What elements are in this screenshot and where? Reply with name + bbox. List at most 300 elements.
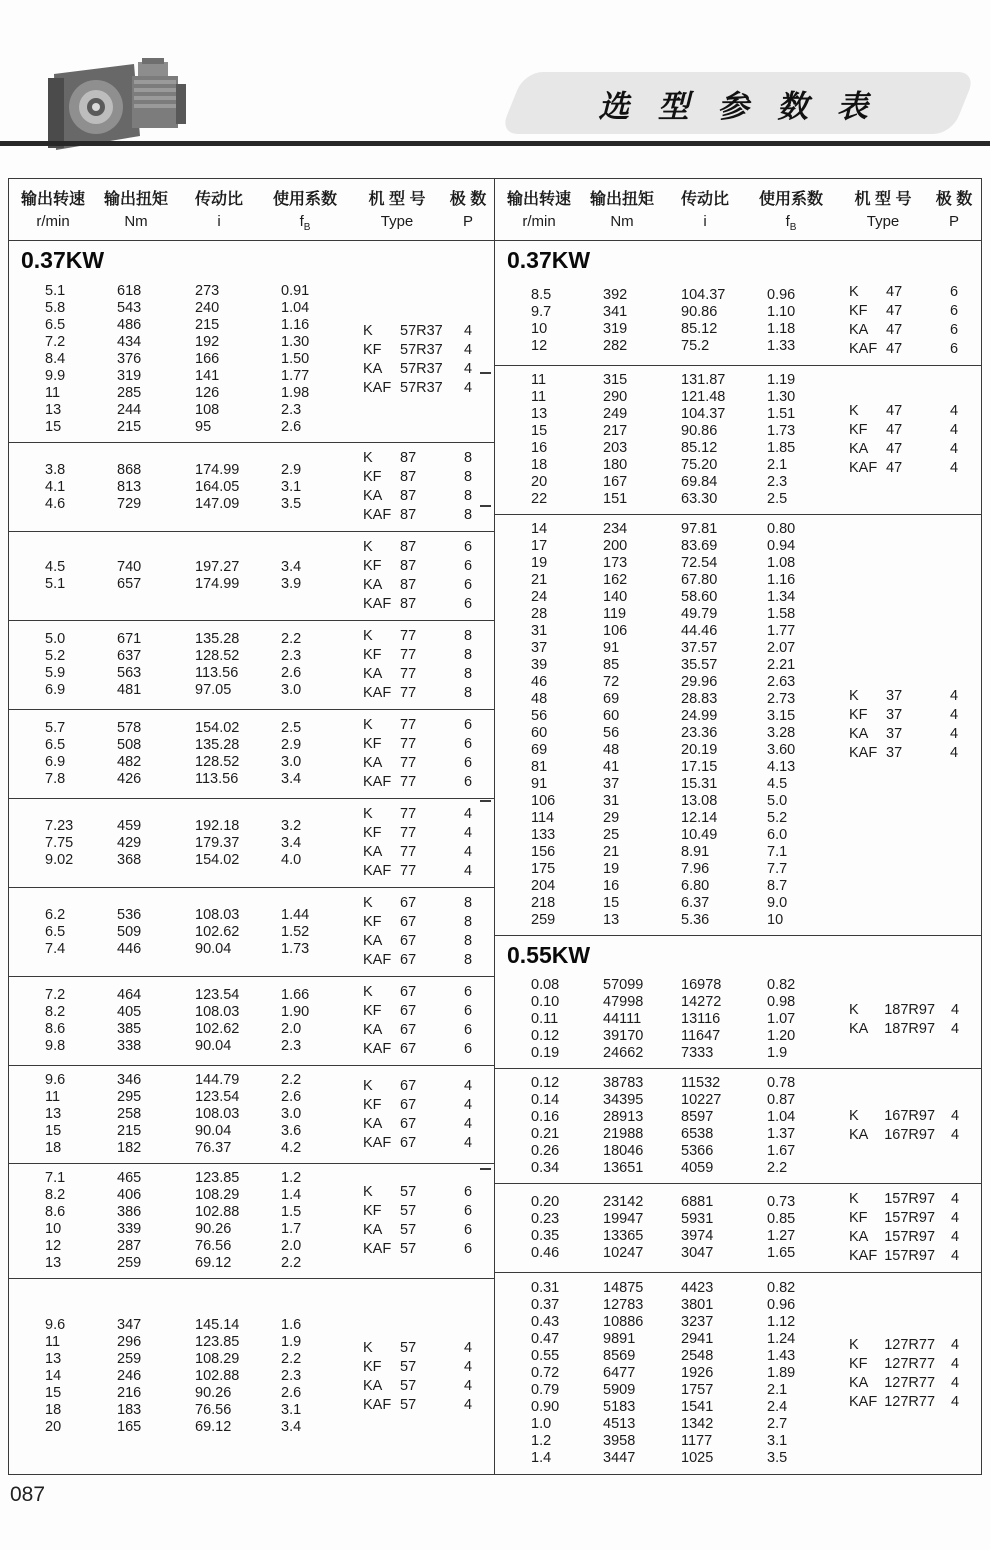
cell-value: 151 <box>603 491 628 507</box>
cell-value: 1.44 <box>281 906 310 923</box>
cell-value: 0.96 <box>767 287 796 303</box>
table-row <box>9 720 347 737</box>
type-prefix: K <box>849 284 859 300</box>
type-model: 67 <box>400 1041 417 1057</box>
cell-value: 24.99 <box>681 708 718 724</box>
cell-value: 5909 <box>603 1382 636 1398</box>
rating-group <box>9 709 494 798</box>
cell-value: 123.54 <box>195 1089 240 1105</box>
col-unit: $f_B$ <box>299 213 311 233</box>
pole-count: 4 <box>463 341 473 358</box>
pole-count: 4 <box>949 726 959 742</box>
type-prefix: KAF <box>849 460 878 476</box>
cell-value: 338 <box>117 1038 142 1054</box>
cell-value: 18 <box>45 1402 62 1418</box>
cell-value: 3801 <box>681 1297 714 1313</box>
type-row <box>833 1107 975 1126</box>
rating-group <box>495 365 981 514</box>
type-model: 77 <box>400 736 417 752</box>
pole-count: 6 <box>949 303 959 319</box>
group-data <box>495 521 833 929</box>
group-data <box>495 977 833 1062</box>
type-model: 77 <box>400 628 417 644</box>
cell-value: 90.26 <box>195 1221 232 1237</box>
type-prefix: KA <box>363 1377 383 1394</box>
cell-value: 72.54 <box>681 555 718 571</box>
type-prefix: K <box>849 688 859 704</box>
cell-value: 8.4 <box>45 351 66 367</box>
table-row <box>9 987 347 1004</box>
table-row <box>9 941 347 958</box>
cell-value: 637 <box>117 648 142 664</box>
cell-value: 2.0 <box>281 1021 302 1037</box>
group-data <box>495 1075 833 1177</box>
cell-value: 249 <box>603 406 628 422</box>
cell-value: 6.5 <box>45 317 66 333</box>
cell-value: 426 <box>117 771 142 787</box>
header-unit-row <box>495 213 981 233</box>
cell-value: 16 <box>603 878 620 894</box>
cell-value: 85.12 <box>681 321 718 337</box>
cell-value: 9891 <box>603 1331 636 1347</box>
type-prefix: KAF <box>363 774 392 790</box>
cell-value: 1.73 <box>281 940 310 957</box>
type-prefix: KAF <box>849 341 878 357</box>
type-row <box>833 440 975 459</box>
cell-value: 2.3 <box>281 1038 302 1054</box>
cell-value: 386 <box>117 1204 142 1220</box>
cell-value: 5.9 <box>45 665 66 681</box>
type-row <box>347 1221 489 1240</box>
cell-value: 167 <box>603 474 628 490</box>
cell-value: 315 <box>603 372 628 388</box>
type-model: 67 <box>400 1115 417 1132</box>
type-row <box>347 1002 489 1021</box>
cell-value: 5.36 <box>681 912 710 928</box>
type-prefix: KF <box>363 558 382 574</box>
pole-count: 4 <box>949 441 959 457</box>
pole-count: 4 <box>950 1127 960 1143</box>
cell-value: 8597 <box>681 1109 714 1125</box>
type-prefix: KA <box>849 322 869 338</box>
rating-group <box>495 1068 981 1183</box>
type-model: 67 <box>400 952 417 968</box>
table-row <box>495 861 833 878</box>
type-row <box>347 360 489 379</box>
cell-value: 145.14 <box>195 1317 240 1333</box>
pole-count: 4 <box>463 863 473 879</box>
cell-value: 406 <box>117 1187 142 1203</box>
cell-value: 91 <box>531 776 548 792</box>
group-data <box>9 1285 347 1468</box>
cell-value: 108 <box>195 402 220 418</box>
type-row <box>833 1190 975 1209</box>
cell-value: 1926 <box>681 1365 714 1381</box>
cell-value: 31 <box>531 623 548 639</box>
cell-value: 28 <box>531 606 548 622</box>
cell-value: 508 <box>117 737 142 753</box>
type-prefix: KAF <box>363 596 392 612</box>
type-row <box>833 1336 975 1355</box>
cell-value: 58.60 <box>681 589 718 605</box>
pole-count: 4 <box>463 1115 473 1132</box>
cell-value: 1.19 <box>767 372 796 388</box>
pole-count: 8 <box>463 666 473 682</box>
cell-value: 0.72 <box>531 1365 560 1381</box>
cell-value: 2.1 <box>767 1382 788 1398</box>
pole-count: 8 <box>463 450 473 466</box>
cell-value: 3.0 <box>281 754 302 770</box>
cell-value: 2.9 <box>281 737 302 753</box>
rating-group <box>9 531 494 620</box>
cell-value: 563 <box>117 665 142 681</box>
cell-value: 85.12 <box>681 440 718 456</box>
group-types <box>347 805 489 881</box>
cell-value: 1.0 <box>531 1416 552 1432</box>
type-row <box>347 1396 489 1415</box>
type-prefix: KAF <box>363 1041 392 1057</box>
table-row <box>9 385 347 402</box>
type-prefix: KF <box>363 914 382 930</box>
cell-value: 9.8 <box>45 1038 66 1054</box>
cell-value: 108.29 <box>195 1351 240 1367</box>
type-model: 127R77 <box>884 1336 936 1353</box>
type-model: 57R37 <box>400 360 443 377</box>
cell-value: 2.9 <box>281 461 302 478</box>
page-title: 选 型 参 数 表 <box>598 88 878 124</box>
cell-value: 0.08 <box>531 977 560 993</box>
type-row <box>833 302 975 321</box>
table-row <box>495 389 833 406</box>
cell-value: 108.03 <box>195 906 240 923</box>
table-row <box>9 1021 347 1038</box>
cell-value: 113.56 <box>195 665 239 681</box>
cell-value: 41 <box>603 759 620 775</box>
type-row <box>833 1355 975 1374</box>
cell-value: 1.66 <box>281 987 310 1003</box>
cell-value: 2.4 <box>767 1399 788 1415</box>
cell-value: 319 <box>603 321 628 337</box>
cell-value: 2.07 <box>767 640 796 656</box>
cell-value: 182 <box>117 1140 142 1156</box>
type-model: 47 <box>886 460 903 476</box>
selection-tables <box>8 178 982 1475</box>
col-unit: $f_B$ <box>785 213 797 233</box>
cell-value: 18046 <box>603 1143 644 1159</box>
cell-value: 6881 <box>681 1194 714 1210</box>
cell-value: 0.80 <box>767 521 796 537</box>
cell-value: 128.52 <box>195 648 240 664</box>
cell-value: 179.37 <box>195 834 240 851</box>
cell-value: 7.1 <box>45 1170 66 1186</box>
type-prefix: KF <box>363 647 382 663</box>
type-row <box>347 487 489 506</box>
cell-value: 192.18 <box>195 817 240 834</box>
cell-value: 24 <box>531 589 548 605</box>
cell-value: 1.77 <box>281 368 310 384</box>
col-unit-sub: B <box>789 222 797 233</box>
cell-value: 7.1 <box>767 844 788 860</box>
cell-value: 8.91 <box>681 844 710 860</box>
cell-value: 11 <box>531 372 547 388</box>
cell-value: 0.43 <box>531 1314 560 1330</box>
table-row <box>495 372 833 389</box>
col-label: 传动比 <box>194 191 243 208</box>
table-row <box>9 852 347 869</box>
col-label: 机 型 号 <box>368 191 426 208</box>
table-row <box>495 1011 833 1028</box>
type-row <box>347 595 489 614</box>
cell-value: 376 <box>117 351 142 367</box>
group-data <box>495 1279 833 1468</box>
cell-value: 296 <box>117 1334 142 1350</box>
cell-value: 18 <box>45 1140 62 1156</box>
cell-value: 6.5 <box>45 737 66 753</box>
cell-value: 5.1 <box>45 576 66 592</box>
cell-value: 10886 <box>603 1314 644 1330</box>
col-label: 传动比 <box>680 191 729 208</box>
cell-value: 1.98 <box>281 385 310 401</box>
type-prefix: K <box>363 1077 373 1094</box>
pole-count: 4 <box>950 1191 960 1207</box>
col-label: 极 数 <box>935 191 973 208</box>
col-unit: Type <box>866 213 900 230</box>
cell-value: 5.2 <box>45 648 66 664</box>
cell-value: 6.2 <box>45 906 66 923</box>
type-prefix: K <box>363 628 373 644</box>
cell-value: 3.1 <box>767 1433 788 1449</box>
cell-value: 3974 <box>681 1228 714 1244</box>
cell-value: 19 <box>531 555 548 571</box>
header-unit-row <box>9 213 494 233</box>
type-model: 157R97 <box>884 1210 936 1226</box>
cell-value: 44.46 <box>681 623 718 639</box>
cell-value: 8.2 <box>45 1187 66 1203</box>
cell-value: 3.2 <box>281 817 302 834</box>
cell-value: 0.94 <box>767 538 796 554</box>
cell-value: 258 <box>117 1106 142 1122</box>
type-model: 57R37 <box>400 322 443 339</box>
pole-count: 6 <box>463 1203 473 1219</box>
col-unit: Nm <box>124 213 148 230</box>
type-prefix: KA <box>363 360 383 377</box>
cell-value: 7.23 <box>45 817 74 834</box>
table-row <box>9 682 347 699</box>
section-title: 0.37KW <box>21 247 105 273</box>
cell-value: 44111 <box>603 1011 642 1027</box>
group-types <box>347 894 489 970</box>
cell-value: 28.83 <box>681 691 718 707</box>
type-model: 87 <box>400 539 417 555</box>
cell-value: 0.73 <box>767 1194 796 1210</box>
cell-value: 246 <box>117 1368 142 1384</box>
type-model: 57 <box>400 1396 417 1413</box>
cell-value: 38783 <box>603 1075 644 1091</box>
cell-value: 1.67 <box>767 1143 796 1159</box>
pole-count: 4 <box>463 844 473 860</box>
type-model: 67 <box>400 1096 417 1113</box>
cell-value: 7.4 <box>45 940 66 957</box>
type-row <box>347 951 489 970</box>
cell-value: 0.11 <box>531 1011 559 1027</box>
type-prefix: KF <box>363 736 382 752</box>
group-data <box>9 449 347 525</box>
type-row <box>833 402 975 421</box>
cell-value: 578 <box>117 720 142 736</box>
cell-value: 46 <box>531 674 548 690</box>
table-row <box>495 1382 833 1399</box>
cell-value: 446 <box>117 940 142 957</box>
pole-count: 4 <box>463 1358 473 1375</box>
pole-count: 6 <box>463 736 473 752</box>
table-row <box>9 1106 347 1123</box>
cell-value: 1.58 <box>767 606 796 622</box>
type-row <box>347 1040 489 1059</box>
type-model: 57 <box>400 1377 417 1394</box>
type-row <box>347 754 489 773</box>
pole-count: 4 <box>949 460 959 476</box>
cell-value: 2.5 <box>767 491 788 507</box>
type-prefix: K <box>363 717 373 733</box>
type-model: 77 <box>400 717 417 733</box>
table-row <box>9 300 347 317</box>
pole-count: 6 <box>463 717 473 733</box>
table-row <box>495 572 833 589</box>
cell-value: 6.9 <box>45 682 66 698</box>
type-model: 67 <box>400 1077 417 1094</box>
group-types <box>347 283 489 436</box>
table-header <box>9 179 494 241</box>
pole-count: 8 <box>463 507 473 523</box>
type-model: 47 <box>886 322 903 338</box>
type-row <box>347 468 489 487</box>
cell-value: 0.47 <box>531 1331 560 1347</box>
type-model: 87 <box>400 558 417 574</box>
cell-value: 29.96 <box>681 674 718 690</box>
type-model: 57 <box>400 1358 417 1375</box>
pole-count: 4 <box>463 1396 473 1413</box>
type-model: 37 <box>886 707 903 723</box>
table-row <box>495 1126 833 1143</box>
group-types <box>833 283 975 359</box>
cell-value: 85 <box>603 657 620 673</box>
pole-count: 6 <box>463 539 473 555</box>
cell-value: 2.5 <box>281 720 302 736</box>
rating-group <box>9 1163 494 1278</box>
pole-count: 6 <box>463 755 473 771</box>
rating-group <box>9 976 494 1065</box>
cell-value: 8.2 <box>45 1004 66 1020</box>
cell-value: 4423 <box>681 1280 714 1296</box>
cell-value: 12 <box>45 1238 62 1254</box>
cell-value: 10227 <box>681 1092 722 1108</box>
table-row <box>9 1187 347 1204</box>
cell-value: 15 <box>45 1385 62 1401</box>
table-row <box>9 737 347 754</box>
pole-count: 4 <box>949 688 959 704</box>
type-model: 157R97 <box>884 1191 936 1207</box>
type-prefix: K <box>849 1108 859 1124</box>
cell-value: 8.7 <box>767 878 788 894</box>
type-prefix: KF <box>363 1003 382 1019</box>
cell-value: 97.05 <box>195 682 232 698</box>
table-row <box>9 818 347 835</box>
cell-value: 8.6 <box>45 1021 66 1037</box>
cell-value: 3.15 <box>767 708 796 724</box>
type-model: 87 <box>400 507 417 523</box>
cell-value: 0.12 <box>531 1028 560 1044</box>
cell-value: 0.98 <box>767 994 796 1010</box>
group-types <box>347 1072 489 1157</box>
cell-value: 14875 <box>603 1280 644 1296</box>
type-row <box>347 379 489 398</box>
cell-value: 244 <box>117 402 142 418</box>
table-row <box>9 1368 347 1385</box>
table-row <box>9 907 347 924</box>
table-row <box>495 759 833 776</box>
type-prefix: KA <box>849 1229 869 1245</box>
table-row <box>9 754 347 771</box>
cell-value: 0.55 <box>531 1348 560 1364</box>
cell-value: 5366 <box>681 1143 714 1159</box>
type-model: 87 <box>400 469 417 485</box>
cell-value: 102.88 <box>195 1204 240 1220</box>
pole-count: 4 <box>463 322 473 339</box>
cell-value: 90.86 <box>681 423 718 439</box>
type-row <box>347 716 489 735</box>
group-types <box>347 627 489 703</box>
cell-value: 203 <box>603 440 628 456</box>
cell-value: 1.2 <box>281 1170 302 1186</box>
cell-value: 192 <box>195 334 220 350</box>
type-prefix: KF <box>363 469 382 485</box>
cell-value: 91 <box>603 640 620 656</box>
type-row <box>347 1021 489 1040</box>
table-row <box>495 1109 833 1126</box>
pole-count: 4 <box>463 360 473 377</box>
cell-value: 13 <box>603 912 620 928</box>
cell-value: 459 <box>117 817 142 834</box>
cell-value: 3.1 <box>281 478 302 495</box>
type-model: 167R97 <box>884 1108 936 1124</box>
type-prefix: K <box>363 806 373 822</box>
cell-value: 140 <box>603 589 628 605</box>
cell-value: 15.31 <box>681 776 718 792</box>
type-prefix: KF <box>849 707 868 723</box>
cell-value: 174.99 <box>195 576 240 592</box>
cell-value: 108.03 <box>195 1004 240 1020</box>
cell-value: 7.7 <box>767 861 788 877</box>
type-model: 47 <box>886 341 903 357</box>
cell-value: 3.5 <box>767 1450 788 1466</box>
table-row <box>9 462 347 479</box>
table-row <box>495 994 833 1011</box>
type-prefix: KF <box>849 303 868 319</box>
cell-value: 6.5 <box>45 923 66 940</box>
cell-value: 11 <box>45 1334 61 1350</box>
cell-value: 56 <box>603 725 620 741</box>
type-row <box>833 1247 975 1266</box>
cell-value: 12.14 <box>681 810 718 826</box>
col-unit: Nm <box>610 213 634 230</box>
type-row <box>347 894 489 913</box>
cell-value: 14272 <box>681 994 722 1010</box>
cell-value: 183 <box>117 1402 142 1418</box>
cell-value: 3958 <box>603 1433 636 1449</box>
cell-value: 482 <box>117 754 142 770</box>
type-model: 187R97 <box>884 1001 936 1018</box>
table-row <box>9 1140 347 1157</box>
